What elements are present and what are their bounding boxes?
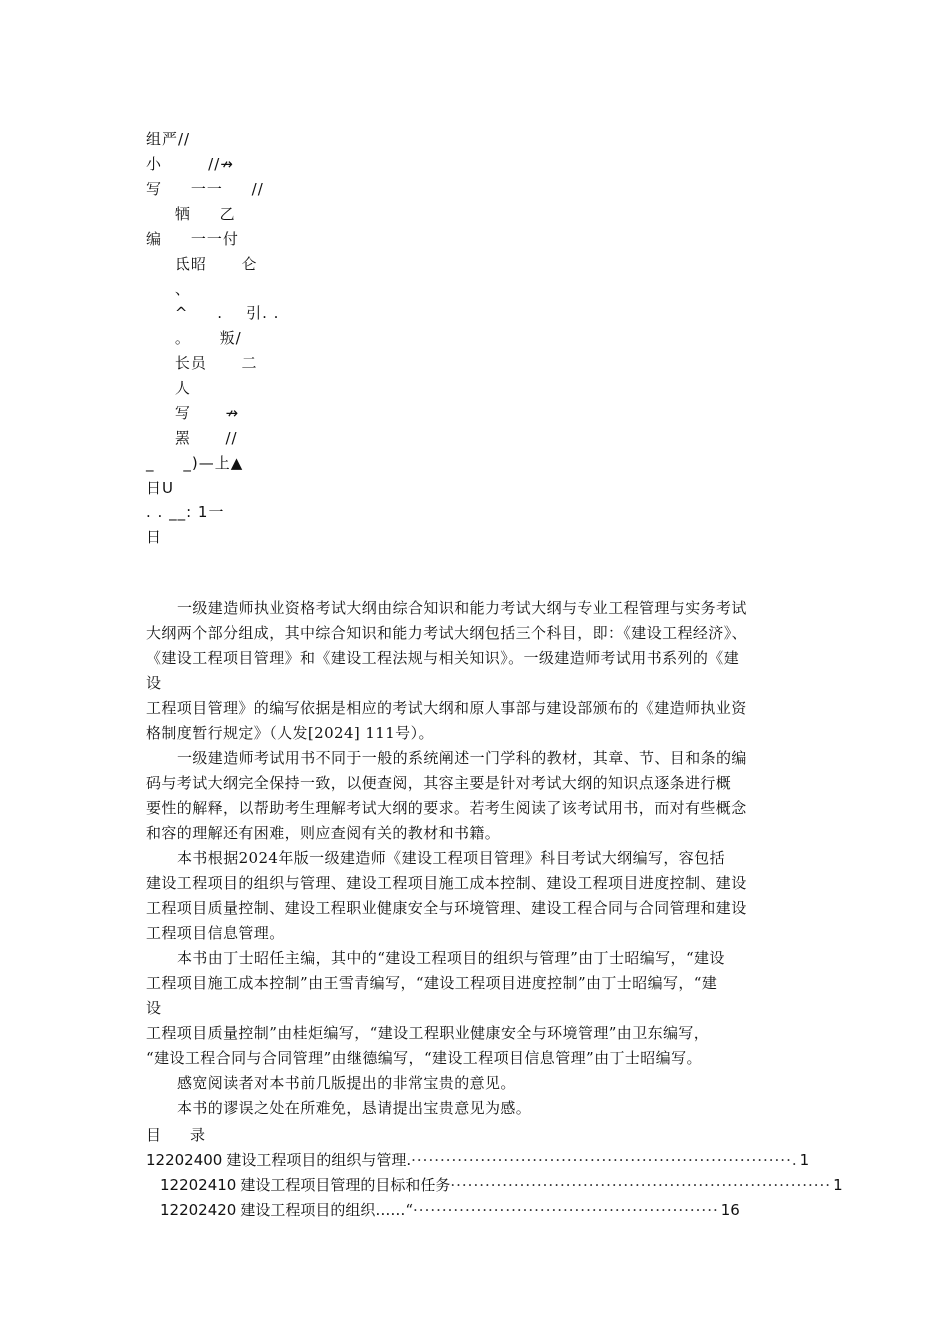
scan-fragment-line: 。 叛/	[146, 329, 242, 347]
scan-fragment-line: 牺 乙	[146, 205, 236, 223]
text-line: 《建设工程项目管理》和《建设工程法规与相关知识》。一级建造师考试用书系列的《建	[146, 649, 740, 667]
text-line: 工程项目质量控制、建设工程职业健康安全与环境管理、建设工程合同与合同管理和建设	[146, 899, 747, 917]
scan-fragment-line: ^ . 引. .	[146, 304, 280, 322]
text-line: 工程项目信息管理。	[146, 924, 285, 942]
scan-fragment-line: 罴 //	[146, 429, 238, 447]
text-line: 本书根据2024年版一级建造师《建设工程项目管理》科目考试大纲编写，容包括	[177, 849, 725, 867]
toc-entry-code: 12202410	[160, 1176, 237, 1194]
scan-fragment-line: 人	[146, 379, 191, 397]
text-line: 感宽阅读者对本书前几版提出的非常宝贵的意见。	[177, 1074, 516, 1092]
toc-entry-leader: ··································································.	[411, 1151, 798, 1169]
toc-entry-page: 1	[833, 1176, 843, 1194]
text-line: 建设工程项目的组织与管理、建设工程项目施工成本控制、建设工程项目进度控制、建设	[146, 874, 747, 892]
preface-text	[146, 596, 811, 1121]
scan-fragment-line: . . __: 1一	[146, 503, 225, 521]
scan-fragment-line: 小 //↛	[146, 155, 234, 173]
text-line: 本书的谬误之处在所难免，恳请提出宝贵意见为感。	[177, 1099, 532, 1117]
toc-entry-leader: ··································································	[450, 1176, 832, 1194]
scan-fragment-line: _ _)—上▲	[146, 454, 244, 472]
scan-fragment-line: 日U	[146, 479, 174, 497]
text-line: 设	[146, 999, 162, 1017]
scan-fragment-line: 日	[146, 528, 163, 546]
scan-fragment-line: 写 ↛	[146, 404, 240, 422]
text-line: “建设工程合同与合同管理”由继德编写，“建设工程项目信息管理”由丁士昭编写。	[146, 1049, 702, 1067]
toc-entry[interactable]	[146, 1198, 786, 1223]
scan-fragment-line: 编 一一付	[146, 230, 239, 248]
toc-entry-page: 1	[799, 1151, 810, 1169]
text-line: 大纲两个部分组成，其中综合知识和能力考试大纲包括三个科目，即：《建设工程经济》、	[146, 624, 748, 642]
text-line: 工程项目质量控制”由桂炬编写，“建设工程职业健康安全与环境管理”由卫东编写，	[146, 1024, 710, 1042]
text-line: 工程项目施工成本控制”由王雪青编写，“建设工程项目进度控制”由丁士昭编写，“建	[146, 974, 718, 992]
toc-entry-title: 建设工程项目管理的目标和任务	[240, 1176, 451, 1194]
toc-entry-page: 16	[720, 1201, 740, 1219]
text-line: 设	[146, 674, 162, 692]
toc-entries	[146, 1148, 843, 1223]
scan-fragment-line: 长员 二	[146, 354, 258, 372]
toc-title	[146, 1123, 786, 1148]
scan-fragment-line: 、	[146, 280, 191, 298]
scan-fragment-line: 氐昭 仑	[146, 255, 258, 273]
toc-entry[interactable]	[146, 1148, 810, 1173]
table-of-contents	[146, 1123, 843, 1223]
toc-entry-title: 建设工程项目的组织……“	[240, 1201, 414, 1219]
toc-title-right: 录	[190, 1126, 207, 1144]
text-line: 码与考试大纲完全保持一致，以便查阅，其容主要是针对考试大纲的知识点逐条进行概	[146, 774, 732, 792]
text-line: 要性的解释，以帮助考生理解考试大纲的要求。若考生阅读了该考试用书，而对有些概念	[146, 799, 747, 817]
scan-fragment-line: 写 一一 //	[146, 180, 264, 198]
text-line: 本书由丁士昭任主编，其中的“建设工程项目的组织与管理”由丁士昭编写，“建设	[177, 949, 725, 967]
text-line: 一级建造师执业资格考试大纲由综合知识和能力考试大纲与专业工程管理与实务考试	[177, 599, 747, 617]
text-line: 格制度暂行规定》（人发[2024] 111号）。	[146, 724, 434, 742]
toc-entry-leader: ·····················································	[413, 1201, 719, 1219]
text-line: 和容的理解还有困难，则应查阅有关的教材和书籍。	[146, 824, 501, 842]
toc-title-left: 目	[146, 1126, 163, 1144]
toc-entry-code: 12202400	[146, 1151, 223, 1169]
toc-entry-code: 12202420	[160, 1201, 237, 1219]
scan-fragment-line: 组严//	[146, 130, 191, 148]
text-line: 一级建造师考试用书不同于一般的系统阐述一门学科的教材，其章、节、目和条的编	[177, 749, 747, 767]
toc-entry-title: 建设工程项目的组织与管理.	[226, 1151, 412, 1169]
text-line: 工程项目管理》的编写依据是相应的考试大纲和原人事部与建设部颁布的《建造师执业资	[146, 699, 747, 717]
toc-entry[interactable]	[146, 1173, 843, 1198]
